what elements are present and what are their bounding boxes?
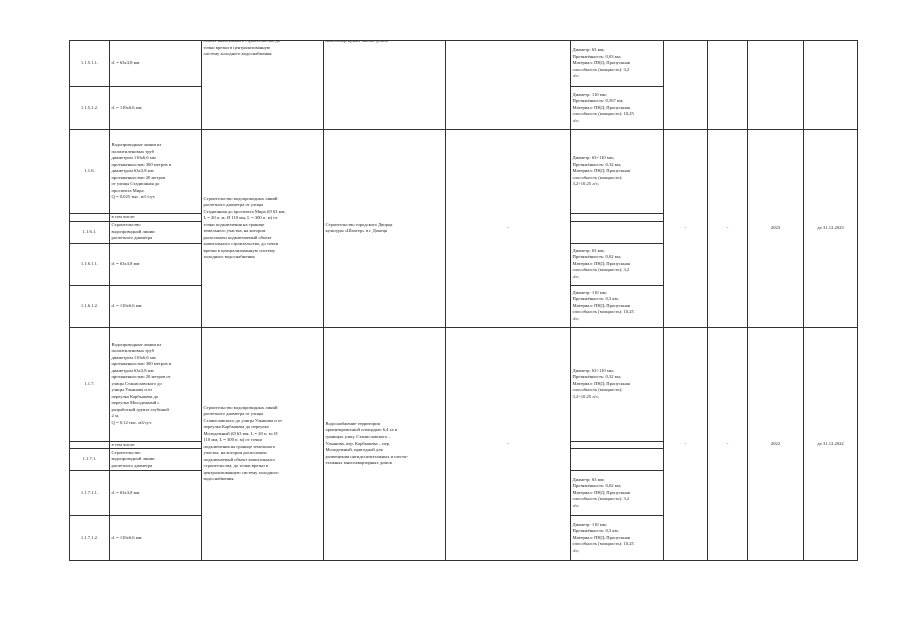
row-number: 1.1.5.1.1. xyxy=(70,41,110,87)
dash-cell: - xyxy=(664,327,708,561)
params-cell: Диаметр: 110 мм; Протяжённость: 0,567 км; Материал: ПНД; Пропускная способность (мощность): 10,25 л/с; xyxy=(571,87,664,130)
diameter-cell: d. = 110х6,6 мм xyxy=(110,516,202,561)
location-cell: Водоснабжение территории ориентировочной площадью 6,4 га в границах улиц: Станиславского – Ульянова, пер. Карбышева – пер. Молодежный, пригодной для размещения пятидесятиэтажных и шести- этажных многоквартирных домов xyxy=(324,327,446,561)
diameter-cell: d. = 110х6,6 мм xyxy=(110,285,202,327)
table-row xyxy=(70,130,858,214)
diameter-cell: d. = 63х3,8 мм xyxy=(110,471,202,516)
including-label: в том числе: xyxy=(110,441,202,449)
params-cell: Диаметр: 63÷110 мм; Протяжённость: 0,32 км; Материал: ПНД; Пропускная способность (мощность): 3,2÷10,25 л/с; xyxy=(571,327,664,441)
row-number: 1.1.6.1. xyxy=(70,221,110,243)
dash-cell: - xyxy=(446,327,571,561)
empty-cell xyxy=(708,41,748,130)
sub-name-cell: Строительство водопроводной линии расчетного диаметра xyxy=(110,449,202,471)
params-cell: Диаметр: 63÷110 мм; Протяжённость: 0,32 км; Материал: ПНД; Пропускная способность (мощность): 3,2÷10,25 л/с; xyxy=(571,130,664,214)
purpose-cell: объект капитального строительства, до точки врезки в централизованную систему холодного водоснабжения xyxy=(202,41,324,130)
row-number: 1.1.7.1. xyxy=(70,449,110,471)
year-cell: 2022 xyxy=(748,327,804,561)
deadline-cell: до 31.12.2022 xyxy=(804,327,858,561)
row-number: 1.1.6.1.1. xyxy=(70,243,110,285)
diameter-cell: d. = 63х3,8 мм xyxy=(110,41,202,87)
params-cell: Диаметр: 63 мм; Протяжённость: 0,03 км; Материал: ПНД; Пропускная способность (мощность): 3,2 л/с; xyxy=(571,41,664,87)
purpose-cell: Строительство водопроводных линий расчетного диаметра от улицы Стадионная до проспекта Мира (Ø 63 мм, L = 20 п. м; Ø 110 мм, L = 300 п. м) от точки подключения на границе земельного участка, на котором расположен подключаемый объект капитального строительства, до точки врезки в централизованную систему холодного водоснабжения xyxy=(202,130,324,328)
params-cell: Диаметр: 63 мм; Протяжённость: 0,02 км; Материал: ПНД; Пропускная способность (мощность): 3,2 л/с; xyxy=(571,471,664,516)
empty-cell xyxy=(571,214,664,222)
dash-cell: - xyxy=(708,327,748,561)
empty-cell xyxy=(571,221,664,243)
including-label: в том числе: xyxy=(110,214,202,222)
row-number: 1.1.6.1.2. xyxy=(70,285,110,327)
row-number: 1.1.7. xyxy=(70,327,110,441)
location-cell: многоквартирных жилых домов xyxy=(324,41,446,130)
purpose-cell: Строительство водопроводных линий расчетного диаметра от улицы Станиславского до улицы Ульянова и от переулка Карбышева до переулка Молодежный (Ø 63 мм, L = 20 п. м; Ø 110 мм, L = 300 п. м) от точки подключения на границе земельного участка, на котором расположен подключаемый объект капитального строительства, до точки врезки в централизованную систему холодного водоснабжения xyxy=(202,327,324,561)
empty-cell xyxy=(571,441,664,449)
empty-cell xyxy=(446,41,571,130)
diameter-cell: d. = 110х6,6 мм xyxy=(110,87,202,130)
empty-cell xyxy=(804,41,858,130)
object-name-cell: Водопроводные линии из полиэтиленовых труб диаметром 110х6,6 мм протяженностью 300 метров и диаметром 63х3,8 мм протяженностью 20 метров от улицы Станиславского до улицы Ульянова и от переулка Карбышева до переулка Молодежный с разработкой грунта глубиной 2 м, Q = 0,12 тыс. м3/сут. xyxy=(110,327,202,441)
empty-cell xyxy=(70,214,110,222)
row-number: 1.1.7.1.2. xyxy=(70,516,110,561)
dash-cell: - xyxy=(708,130,748,328)
table-row xyxy=(70,41,858,87)
empty-cell xyxy=(571,449,664,471)
table-row xyxy=(70,327,858,441)
year-cell: 2023 xyxy=(748,130,804,328)
dash-cell: - xyxy=(446,130,571,328)
row-number: 1.1.6. xyxy=(70,130,110,214)
object-name-cell: Водопроводные линии из полиэтиленовых труб диаметром 110х6,6 мм протяженностью 300 метров и диаметром 63х3,8 мм протяженностью 20 метров от улицы Стадионная до проспекта Мира. Q = 0,025 тыс. м3 /сут. xyxy=(110,130,202,214)
params-cell: Диаметр: 110 мм; Протяжённость: 0,3 км; Материал: ПНД; Пропускная способность (мощность): 10,25 л/с; xyxy=(571,285,664,327)
params-cell: Диаметр: 110 мм; Протяжённость: 0,3 км; Материал: ПНД; Пропускная способность (мощность): 10,25 л/с; xyxy=(571,516,664,561)
diameter-cell: d. = 63х3,8 мм xyxy=(110,243,202,285)
row-number: 1.1.5.1.2. xyxy=(70,87,110,130)
location-cell: Строительство городского Дворца культуры «Шахтер» в г. Донецк xyxy=(324,130,446,328)
row-number: 1.1.7.1.1. xyxy=(70,471,110,516)
empty-cell xyxy=(664,41,708,130)
empty-cell xyxy=(748,41,804,130)
sub-name-cell: Строительство водопроводной линии расчетного диаметра xyxy=(110,221,202,243)
empty-cell xyxy=(70,441,110,449)
deadline-cell: до 31.12.2023 xyxy=(804,130,858,328)
dash-cell: - xyxy=(664,130,708,328)
water-supply-table xyxy=(69,40,858,561)
params-cell: Диаметр: 63 мм; Протяжённость: 0,02 км; Материал: ПНД; Пропускная способность (мощность): 3,2 л/с; xyxy=(571,243,664,285)
